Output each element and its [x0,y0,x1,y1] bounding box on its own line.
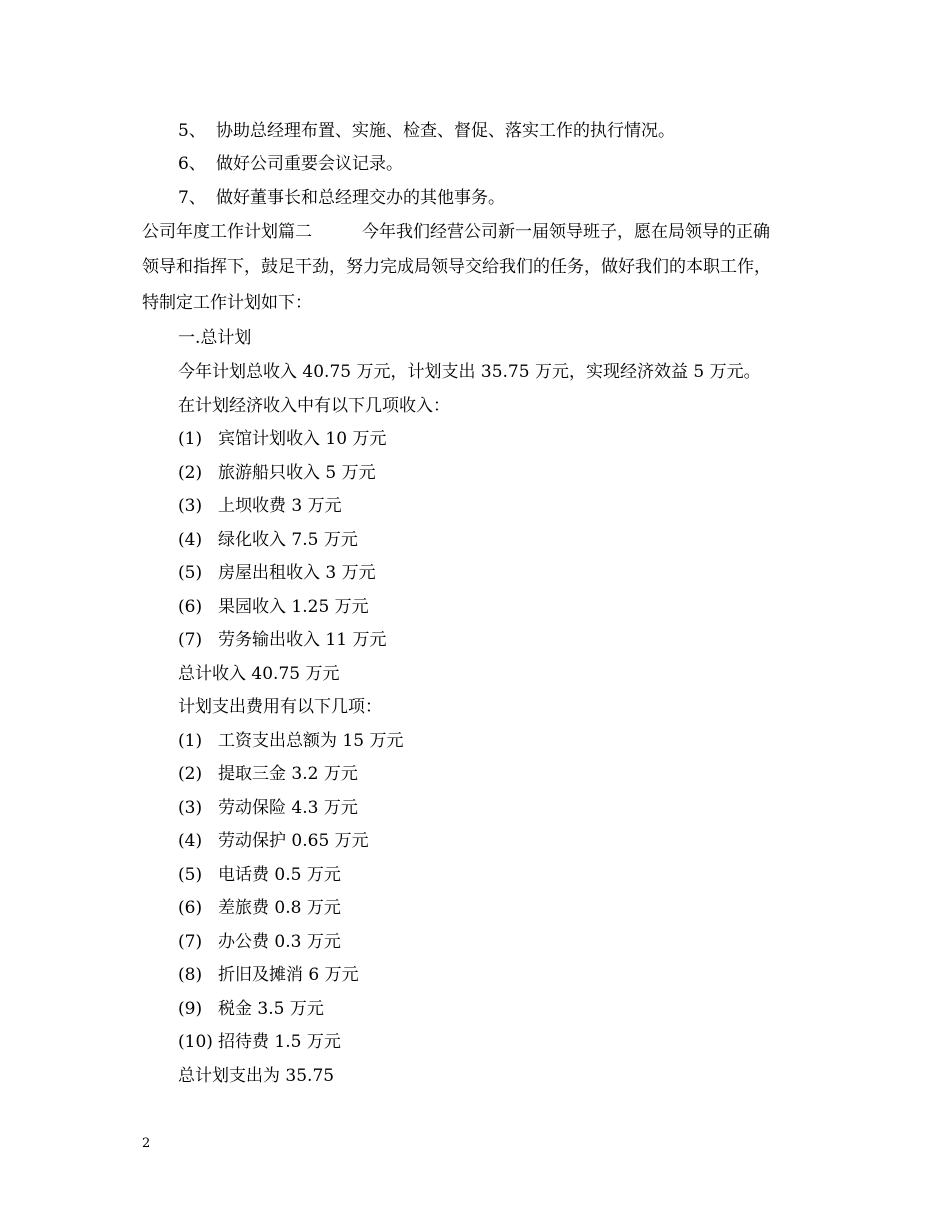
income-item [178,629,386,651]
intro-line: 特制定工作计划如下： [142,293,312,313]
item-text: 果园收入 1.25 万元 [218,597,369,617]
item-text: 劳动保护 0.65 万元 [218,831,369,851]
expense-item [178,964,359,986]
expense-item [178,763,358,785]
intro-line: 今年我们经营公司新一届领导班子，愿在局领导的正确 [362,222,770,242]
duty-item [178,153,403,175]
item-text: 折旧及摊消 6 万元 [218,965,359,985]
item-text: 劳务输出收入 11 万元 [218,630,387,650]
income-item [178,495,342,517]
item-number: (1) [178,429,203,449]
expense-item [178,931,341,953]
income-item [178,562,376,584]
page-number: 2 [142,1136,151,1151]
expense-item [178,730,403,752]
item-number: (9) [178,999,203,1019]
item-text: 电话费 0.5 万元 [218,865,341,885]
item-text: 办公费 0.3 万元 [218,932,341,952]
expense-item [178,830,369,852]
item-number: (2) [178,764,203,784]
item-number: (8) [178,965,203,985]
item-text: 上坝收费 3 万元 [218,496,342,516]
item-number: (3) [178,496,203,516]
duty-text: 做好公司重要会议记录。 [216,154,403,174]
item-number: (2) [178,463,203,483]
income-intro: 在计划经济收入中有以下几项收入： [178,396,450,416]
item-text: 提取三金 3.2 万元 [218,764,358,784]
expense-item [178,797,358,819]
item-text: 房屋出租收入 3 万元 [218,563,376,583]
item-number: (1) [178,731,203,751]
item-number: (6) [178,898,203,918]
expense-intro: 计划支出费用有以下几项： [178,697,382,717]
item-number: (4) [178,530,203,550]
income-item [178,462,376,484]
item-number: (6) [178,597,203,617]
item-text: 税金 3.5 万元 [218,999,324,1019]
item-number: (5) [178,563,203,583]
plan-summary: 今年计划总收入 40.75 万元，计划支出 35.75 万元，实现经济效益 5 万元。 [178,362,761,382]
duty-number: 7、 [178,188,206,208]
expense-item [178,864,341,886]
item-text: 招待费 1.5 万元 [218,1032,341,1052]
plan-heading: 一.总计划 [178,328,252,348]
item-number: (3) [178,798,203,818]
item-text: 劳动保险 4.3 万元 [218,798,358,818]
item-text: 绿化收入 7.5 万元 [218,530,358,550]
income-total: 总计收入 40.75 万元 [178,664,340,684]
item-number: (5) [178,865,203,885]
section-title: 公司年度工作计划篇二 [142,222,312,242]
intro-line: 领导和指挥下，鼓足干劲，努力完成局领导交给我们的任务，做好我们的本职工作， [142,257,771,277]
expense-item [178,998,324,1020]
expense-item [178,897,341,919]
duty-number: 6、 [178,154,206,174]
income-item [178,529,358,551]
income-item [178,596,369,618]
item-number: (7) [178,630,203,650]
expense-item [178,1031,341,1053]
income-item [178,428,386,450]
item-text: 工资支出总额为 15 万元 [218,731,404,751]
item-text: 差旅费 0.8 万元 [218,898,341,918]
duty-item [178,187,505,209]
item-text: 宾馆计划收入 10 万元 [218,429,387,449]
duty-item [178,120,675,142]
item-number: (10) [178,1032,213,1052]
item-number: (7) [178,932,203,952]
duty-text: 协助总经理布置、实施、检查、督促、落实工作的执行情况。 [216,121,675,141]
section-line [142,221,770,243]
expense-total: 总计划支出为 35.75 [178,1066,335,1086]
item-text: 旅游船只收入 5 万元 [218,463,376,483]
item-number: (4) [178,831,203,851]
duty-text: 做好董事长和总经理交办的其他事务。 [216,188,505,208]
duty-number: 5、 [178,121,206,141]
